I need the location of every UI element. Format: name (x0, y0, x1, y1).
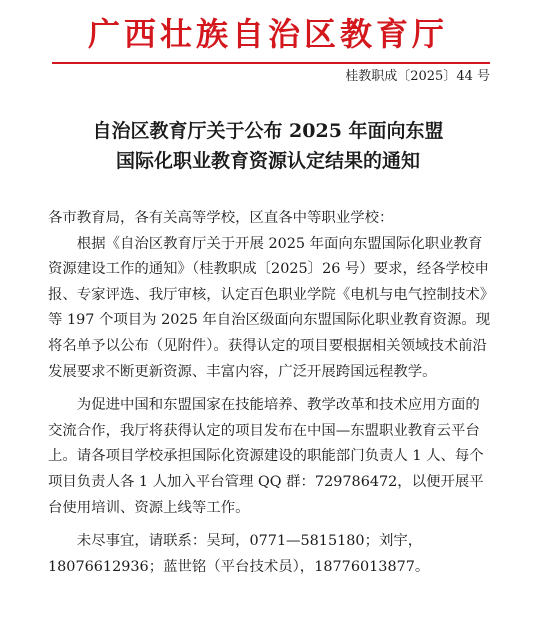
paragraph-1: 根据《自治区教育厅关于开展 2025 年面向东盟国际化职业教育资源建设工作的通知》（桂教职成〔2025〕26 号）要求，经各学校申报、专家评选、我厅审核，认定百色职业学院《电机与电气控制技术》等 197 个项目为 2025 年自治区级面向东盟国际化职业教育资源。现将名单予以公布（见附件）。获得认定的项目要根据相关领域技术前沿发展要求不断更新资源、丰富内容，广泛开展跨国远程教学。 (48, 235, 491, 380)
issuing-authority-title: 广西壮族自治区教育厅 (87, 15, 448, 53)
salutation: 各市教育局，各有关高等学校，区直各中等职业学校： (48, 210, 394, 226)
document-number: 桂教职成〔2025〕44 号 (345, 69, 490, 84)
document-title (0, 116, 536, 176)
paragraph-3: 未尽事宜，请联系：吴珂，0771—5815180；刘宇，18076612936；蓝世铭（平台技术员），18776013877。 (48, 533, 430, 575)
document-title-line-2: 国际化职业教育资源认定结果的通知 (115, 150, 420, 172)
document-title-line-1: 自治区教育厅关于公布 2025 年面向东盟 (92, 120, 444, 142)
red-divider-line (52, 62, 490, 64)
paragraph-2: 为促进中国和东盟国家在技能培养、教学改革和技术应用方面的交流合作，我厅将获得认定的项目发布在中国—东盟职业教育云平台上。请各项目学校承担国际化资源建设的职能部门负责人 1 人、每个项目负责人各 1 人加入平台管理 QQ 群：729786472，以便开展平台使用培训、资源上线等工作。 (48, 397, 484, 516)
document-body (48, 206, 492, 580)
